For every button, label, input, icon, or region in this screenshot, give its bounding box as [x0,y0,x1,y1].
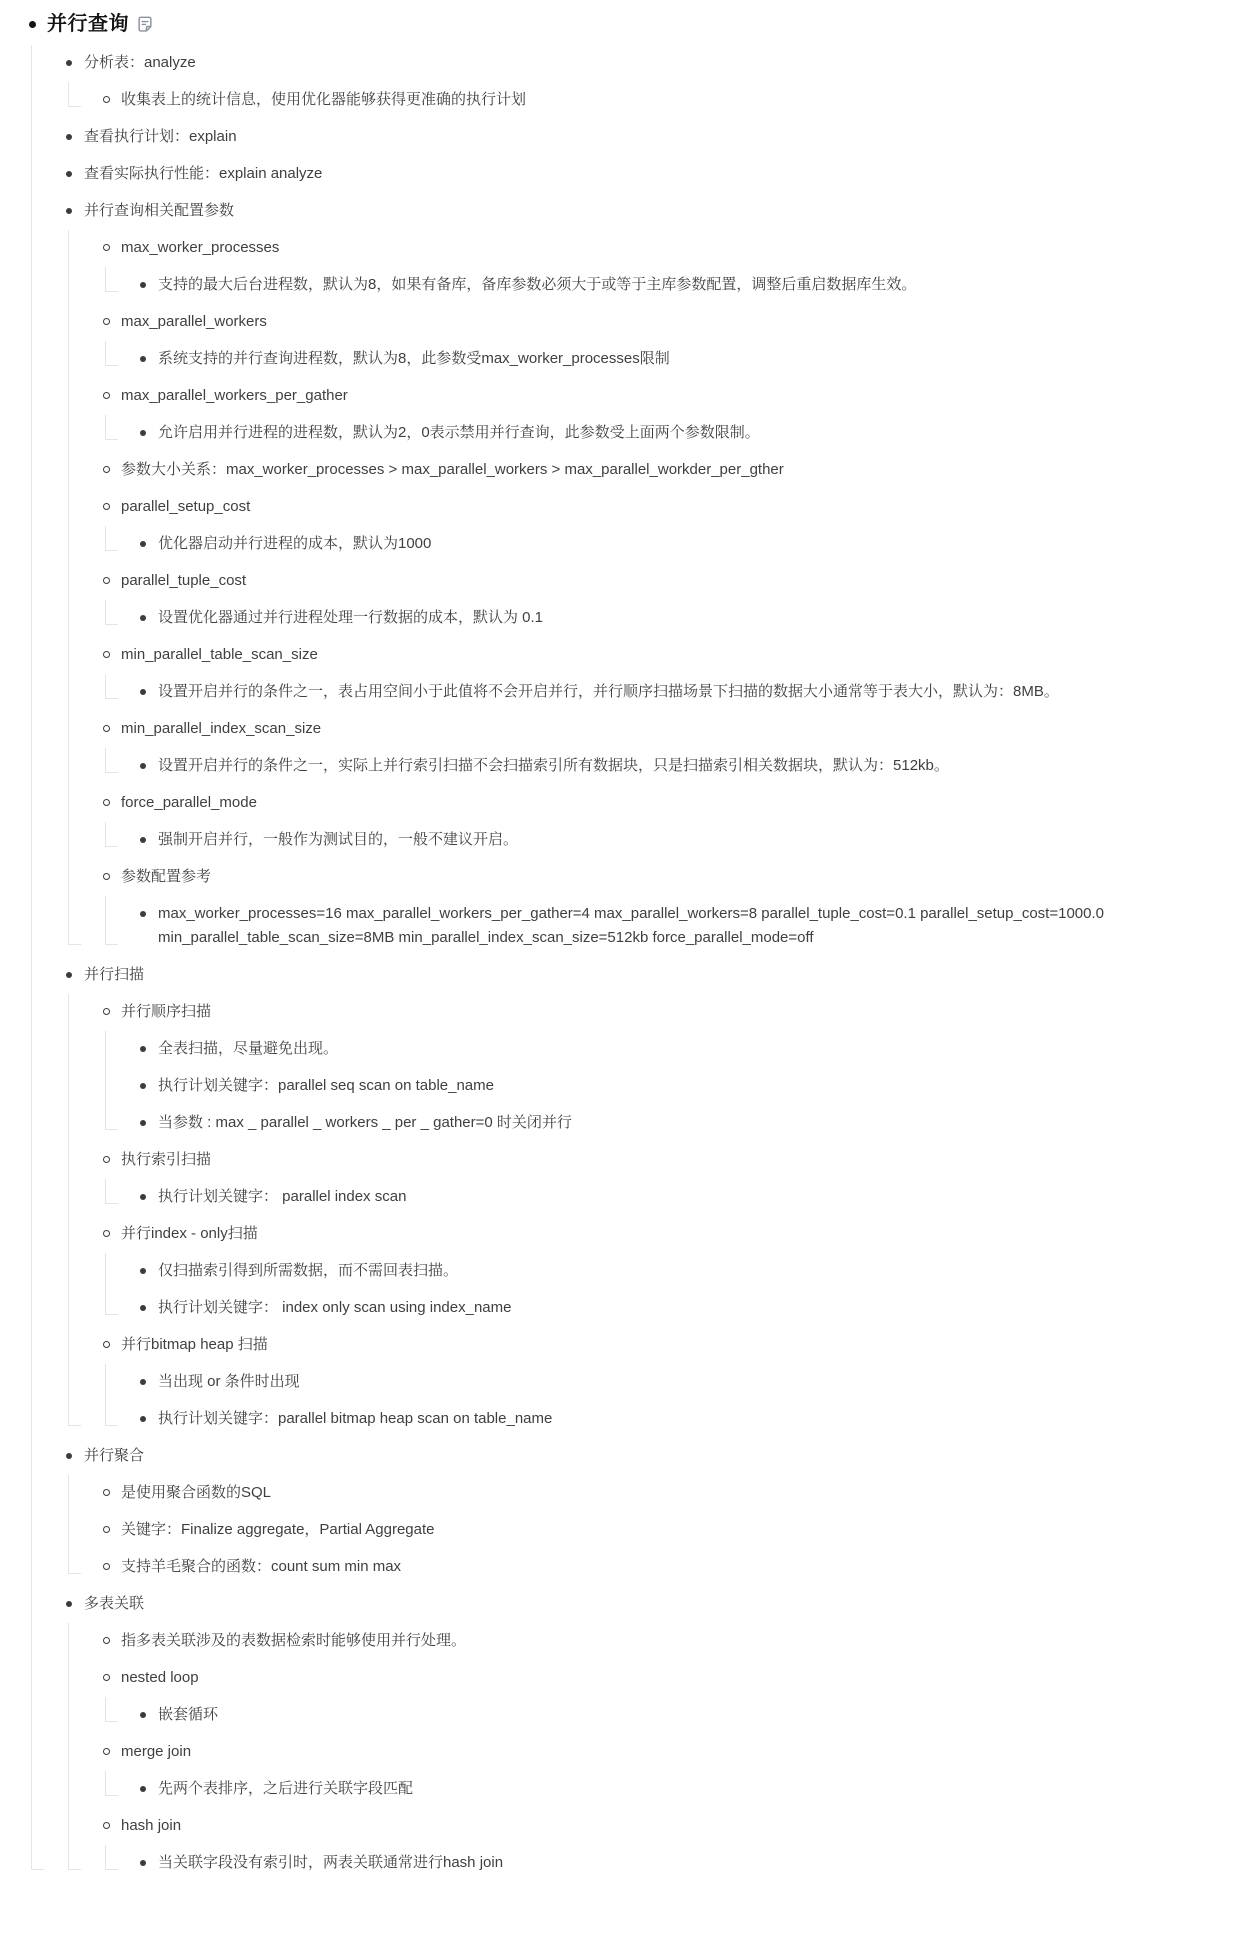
bullet-circle-icon [99,569,113,593]
bullet-disc-icon [136,1037,150,1061]
item-text: 执行计划关键字： index only scan using index_name [158,1298,512,1316]
outline-item[interactable] [136,340,1231,377]
bullet-disc-icon [136,1296,150,1320]
item-text: 并行顺序扫描 [121,1002,212,1020]
item-text: 系统支持的并行查询进程数，默认为8，此参数受max_worker_processes限制 [158,349,670,367]
outline-item[interactable] [99,858,1231,895]
outline-item[interactable] [99,1659,1231,1696]
bullet-circle-icon [99,643,113,667]
outline-item[interactable] [136,821,1231,858]
item-text: 并行bitmap heap 扫描 [121,1335,268,1353]
bullet-circle-icon [99,1000,113,1024]
outline-children [68,993,1231,1437]
outline-children [105,1030,1231,1141]
outline-children [68,1474,1231,1585]
outline-root [25,6,1231,1881]
item-text: 设置开启并行的条件之一，表占用空间小于此值将不会开启并行，并行顺序扫描场景下扫描的数据大小通常等于表大小，默认为：8MB。 [158,682,1059,700]
bullet-disc-icon [136,1851,150,1875]
outline-item[interactable] [62,1585,1231,1622]
bullet-circle-icon [99,1740,113,1764]
item-text: hash join [121,1816,182,1834]
bullet-disc-icon [136,532,150,556]
outline-children [105,599,1231,636]
outline-children [105,673,1231,710]
outline-title-row[interactable] [25,6,1231,44]
outline-item[interactable] [136,266,1231,303]
item-text: 全表扫描，尽量避免出现。 [158,1039,339,1057]
bullet-disc-icon [136,828,150,852]
outline-children [105,266,1231,303]
bullet-circle-icon [99,1481,113,1505]
outline-item[interactable] [136,1363,1231,1400]
bullet-circle-icon [99,458,113,482]
outline-item[interactable] [99,1807,1231,1844]
outline-item[interactable] [99,1548,1231,1585]
outline-item[interactable] [99,1474,1231,1511]
bullet-disc-icon [136,606,150,630]
outline-children [105,1178,1231,1215]
outline-item[interactable] [136,673,1231,710]
item-text: 参数大小关系：max_worker_processes > max_parallel_workers > max_parallel_workder_per_gther [121,460,784,478]
outline-item[interactable] [62,192,1231,229]
bullet-circle-icon [99,1814,113,1838]
bullet-circle-icon [99,1333,113,1357]
outline-children [105,1252,1231,1326]
outline-children [105,747,1231,784]
item-text: 参数配置参考 [121,867,212,885]
outline-item[interactable] [136,1400,1231,1437]
bullet-circle-icon [99,791,113,815]
item-text: 收集表上的统计信息，使用优化器能够获得更准确的执行计划 [121,90,527,108]
bullet-disc-icon [136,902,150,926]
item-text: min_parallel_table_scan_size [121,645,318,663]
outline-item[interactable] [136,1289,1231,1326]
outline-children [68,229,1231,956]
item-text: 当参数 : max _ parallel _ workers _ per _ gather=0 时关闭并行 [158,1113,572,1131]
item-text: 执行计划关键字：parallel seq scan on table_name [158,1076,494,1094]
item-text: 仅扫描索引得到所需数据，而不需回表扫描。 [158,1261,459,1279]
outline-item[interactable] [136,747,1231,784]
item-text: merge join [121,1742,192,1760]
bullet-circle-icon [99,1518,113,1542]
item-text: 执行计划关键字：parallel bitmap heap scan on table_name [158,1409,553,1427]
bullet-circle-icon [99,1148,113,1172]
outline-item[interactable] [99,1141,1231,1178]
item-text: nested loop [121,1668,199,1686]
outline-item[interactable] [62,1437,1231,1474]
outline-item[interactable] [136,599,1231,636]
bullet-disc-icon [136,273,150,297]
bullet-disc-icon [136,1259,150,1283]
outline-children [105,1696,1231,1733]
item-text: 支持羊毛聚合的函数：count sum min max [121,1557,402,1575]
outline-item[interactable] [99,488,1231,525]
bullet-circle-icon [99,236,113,260]
item-text: force_parallel_mode [121,793,257,811]
outline-item[interactable] [99,81,1231,118]
item-text: 并行扫描 [84,965,145,983]
bullet-disc-icon [136,1185,150,1209]
outline-item[interactable] [99,1215,1231,1252]
outline-item[interactable] [99,1511,1231,1548]
item-text: 分析表：analyze [84,53,196,71]
outline-children [105,414,1231,451]
outline-document [25,6,1231,1881]
item-text: parallel_setup_cost [121,497,251,515]
outline-item[interactable] [62,118,1231,155]
outline-item[interactable] [99,993,1231,1030]
item-text: 执行计划关键字： parallel index scan [158,1187,407,1205]
outline-item[interactable] [99,636,1231,673]
bullet-disc-icon [136,680,150,704]
item-text: 是使用聚合函数的SQL [121,1483,272,1501]
outline-item[interactable] [136,1178,1231,1215]
outline-item[interactable] [136,1030,1231,1067]
outline-children [68,1622,1231,1881]
item-text: min_parallel_index_scan_size [121,719,322,737]
item-text: 强制开启并行，一般作为测试目的，一般不建议开启。 [158,830,519,848]
outline-item[interactable] [136,1770,1231,1807]
item-text: max_worker_processes=16 max_parallel_workers_per_gather=4 max_parallel_workers=8 parallel_tuple_cost=0.1 parallel_setup_cost=1000.0 min_parallel_table_scan_size=8MB min_parallel_index_scan_size=512kb force_parallel_mode=off [158,904,1104,946]
outline-children [105,821,1231,858]
outline-item[interactable] [136,1844,1231,1881]
outline-item[interactable] [99,451,1231,488]
bullet-circle-icon [99,1222,113,1246]
item-text: 先两个表排序，之后进行关联字段匹配 [158,1779,414,1797]
item-text: max_parallel_workers [121,312,267,330]
outline-item[interactable] [99,1622,1231,1659]
bullet-circle-icon [99,495,113,519]
bullet-disc-icon [136,1777,150,1801]
bullet-circle-icon [99,1555,113,1579]
bullet-disc-icon [62,199,76,223]
item-text: 多表关联 [84,1594,145,1612]
item-text: 设置优化器通过并行进程处理一行数据的成本，默认为 0.1 [158,608,544,626]
page-title: 并行查询 [47,13,129,35]
outline-item[interactable] [62,155,1231,192]
bullet-disc-icon [25,8,39,40]
outline-item[interactable] [99,303,1231,340]
bullet-disc-icon [62,51,76,75]
item-text: 嵌套循环 [158,1705,219,1723]
outline-children [105,895,1231,956]
outline-item[interactable] [136,1696,1231,1733]
outline-item[interactable] [136,414,1231,451]
bullet-disc-icon [136,1074,150,1098]
outline-item[interactable] [62,956,1231,993]
outline-item[interactable] [99,229,1231,266]
item-text: max_worker_processes [121,238,280,256]
item-text: 执行索引扫描 [121,1150,212,1168]
bullet-circle-icon [99,865,113,889]
item-text: 并行查询相关配置参数 [84,201,235,219]
outline-children [68,81,1231,118]
bullet-disc-icon [62,125,76,149]
outline-children [31,44,1231,1881]
item-text: 当出现 or 条件时出现 [158,1372,300,1390]
outline-item[interactable] [136,1104,1231,1141]
item-text: 查看执行计划：explain [84,127,237,145]
item-text: 支持的最大后台进程数，默认为8，如果有备库，备库参数必须大于或等于主库参数配置，调整后重启数据库生效。 [158,275,917,293]
item-text: 并行index - only扫描 [121,1224,258,1242]
bullet-circle-icon [99,310,113,334]
item-text: 设置开启并行的条件之一，实际上并行索引扫描不会扫描索引所有数据块，只是扫描索引相关数据块，默认为：512kb。 [158,756,949,774]
outline-item[interactable] [99,1326,1231,1363]
bullet-disc-icon [62,1444,76,1468]
bullet-disc-icon [136,1111,150,1135]
bullet-disc-icon [62,963,76,987]
outline-item[interactable] [62,44,1231,81]
bullet-circle-icon [99,88,113,112]
outline-children [105,525,1231,562]
item-text: 允许启用并行进程的进程数，默认为2，0表示禁用并行查询，此参数受上面两个参数限制。 [158,423,760,441]
outline-item[interactable] [99,377,1231,414]
bullet-disc-icon [136,347,150,371]
item-text: 关键字：Finalize aggregate，Partial Aggregate [121,1520,435,1538]
bullet-disc-icon [136,421,150,445]
outline-item[interactable] [99,562,1231,599]
bullet-disc-icon [136,754,150,778]
note-icon [136,15,154,33]
bullet-circle-icon [99,1629,113,1653]
bullet-circle-icon [99,717,113,741]
bullet-disc-icon [136,1407,150,1431]
outline-children [105,1844,1231,1881]
outline-children [105,1770,1231,1807]
bullet-disc-icon [136,1703,150,1727]
item-text: 并行聚合 [84,1446,145,1464]
item-text: 指多表关联涉及的表数据检索时能够使用并行处理。 [121,1631,467,1649]
bullet-disc-icon [136,1370,150,1394]
outline-item[interactable] [99,1733,1231,1770]
outline-item[interactable] [136,525,1231,562]
item-text: 优化器启动并行进程的成本，默认为1000 [158,534,432,552]
outline-item[interactable] [136,1252,1231,1289]
item-text: 查看实际执行性能：explain analyze [84,164,323,182]
bullet-disc-icon [62,1592,76,1616]
outline-item[interactable] [99,784,1231,821]
bullet-circle-icon [99,1666,113,1690]
outline-children [105,1363,1231,1437]
bullet-disc-icon [62,162,76,186]
outline-item[interactable] [136,1067,1231,1104]
outline-item[interactable] [136,895,1231,956]
item-text: parallel_tuple_cost [121,571,247,589]
outline-children [105,340,1231,377]
outline-item[interactable] [99,710,1231,747]
item-text: 当关联字段没有索引时，两表关联通常进行hash join [158,1853,504,1871]
item-text: max_parallel_workers_per_gather [121,386,348,404]
bullet-circle-icon [99,384,113,408]
